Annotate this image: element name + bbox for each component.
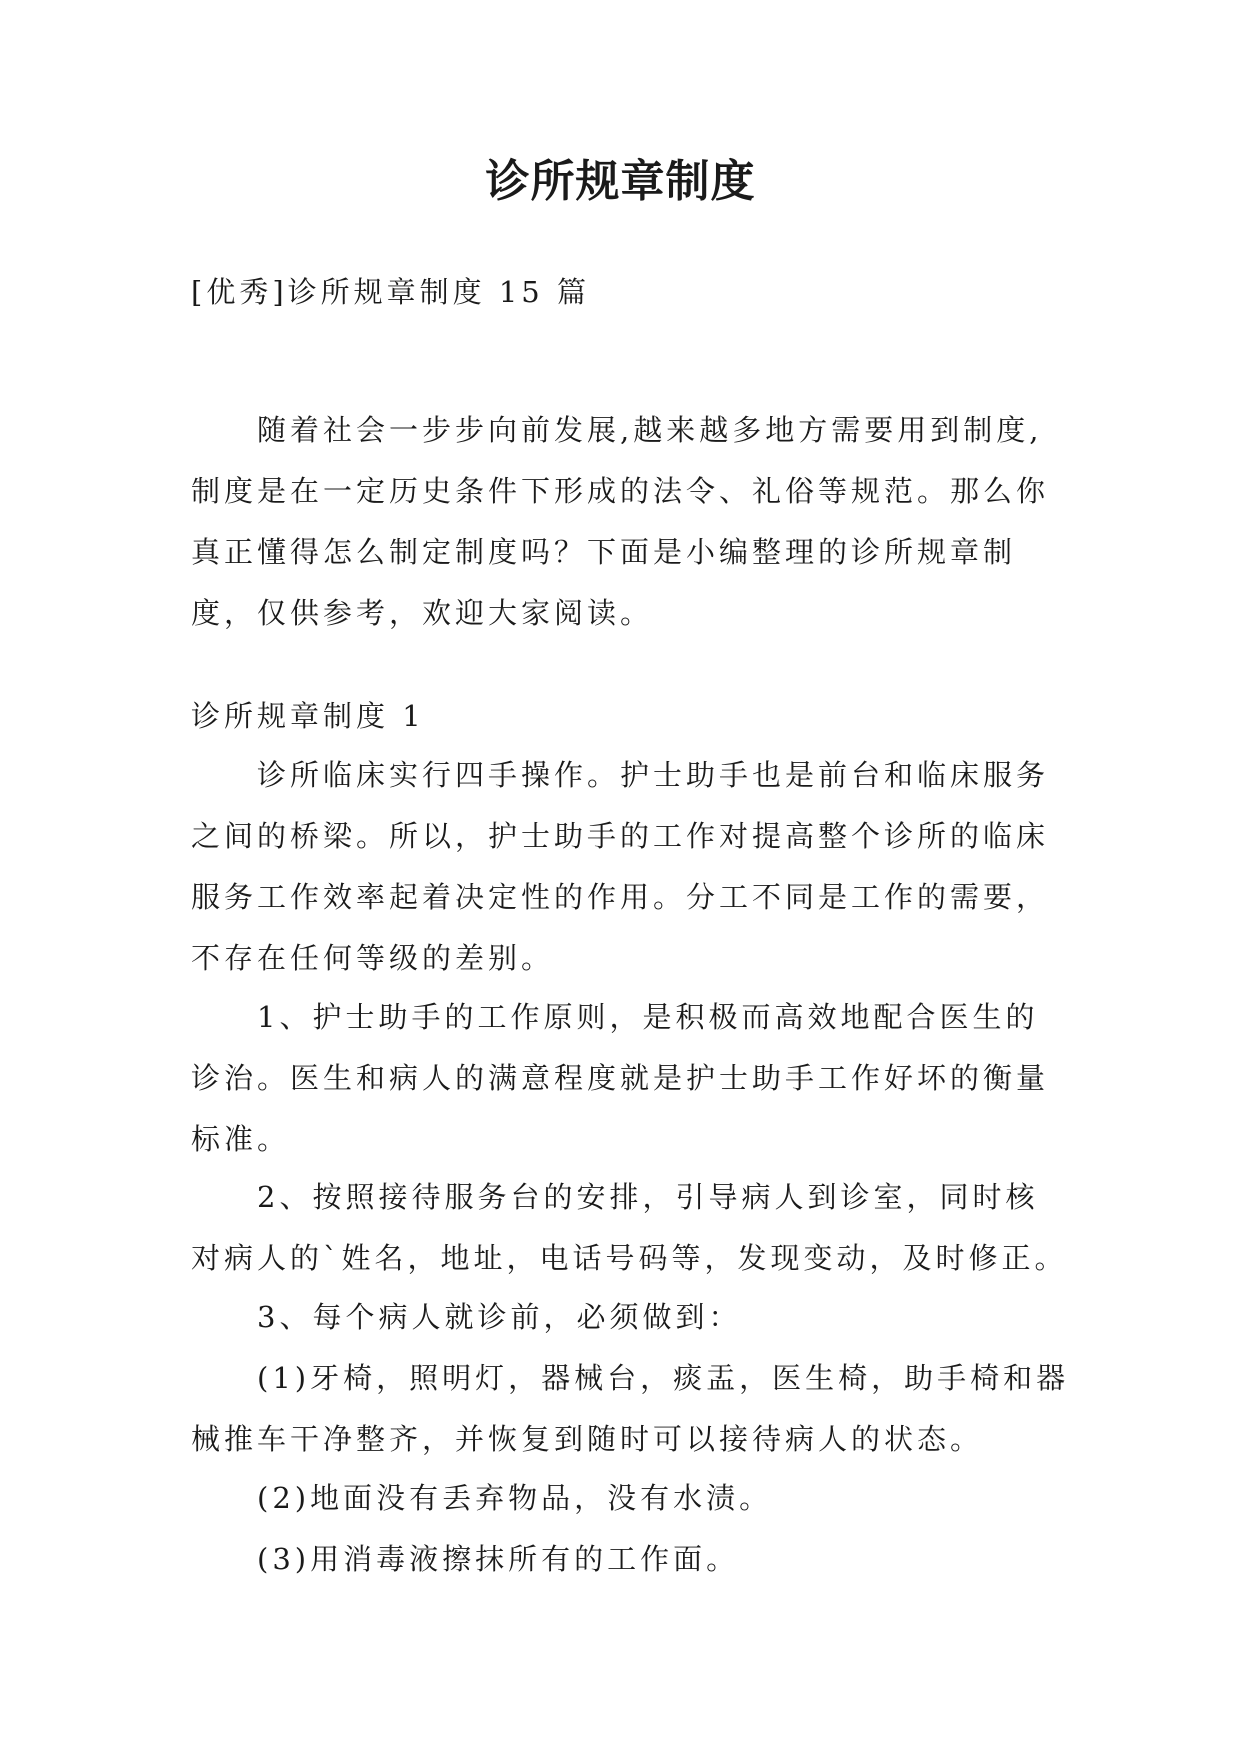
body-paragraph-3: 2、按照接待服务台的安排，引导病人到诊室，同时核对病人的`姓名，地址，电话号码等，发现变动，及时修正。: [191, 1180, 1068, 1275]
body-paragraph-7: (3)用消毒液擦抹所有的工作面。: [257, 1542, 740, 1576]
body-paragraph-4: 3、每个病人就诊前，必须做到：: [257, 1300, 742, 1334]
body-paragraph-1: 诊所临床实行四手操作。护士助手也是前台和临床服务之间的桥梁。所以，护士助手的工作对提高整个诊所的临床服务工作效率起着决定性的作用。分工不同是工作的需要，不存在任何等级的差别。: [191, 758, 1050, 975]
body-paragraph-5: (1)牙椅，照明灯，器械台，痰盂，医生椅，助手椅和器械推车干净整齐，并恢复到随时可以接待病人的状态。: [191, 1361, 1070, 1456]
section-heading: 诊所规章制度 1: [191, 699, 425, 733]
body-paragraph-2: 1、护士助手的工作原则，是积极而高效地配合医生的诊治。医生和病人的满意程度就是护士助手工作好坏的衡量标准。: [191, 1000, 1050, 1156]
intro-paragraph: 随着社会一步步向前发展,越来越多地方需要用到制度,制度是在一定历史条件下形成的法令、礼俗等规范。那么你真正懂得怎么制定制度吗？下面是小编整理的诊所规章制度，仅供参考，欢迎大家阅读。: [191, 413, 1050, 630]
document-subtitle: [优秀]诊所规章制度 15 篇: [191, 275, 590, 309]
body-paragraph-6: (2)地面没有丢弃物品，没有水渍。: [257, 1481, 773, 1515]
document-title: 诊所规章制度: [485, 156, 756, 207]
